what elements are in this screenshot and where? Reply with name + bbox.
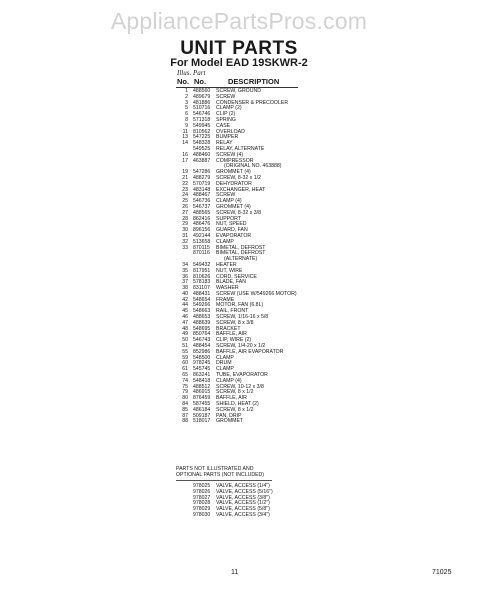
part-description: VALVE, ACCESS (3/8") [216, 494, 270, 501]
part-description: CLAMP (4) [216, 198, 242, 205]
part-description: SCREW, 10-12 x 3/8 [216, 383, 264, 390]
illus-no: 26 [182, 203, 188, 210]
optional-part-row [0, 513, 478, 519]
part-description: CLAMP [216, 238, 234, 245]
part-number: 548328 [193, 140, 211, 147]
parts-row [0, 419, 478, 425]
part-description: OVERLOAD [216, 128, 245, 135]
illus-no: 31 [182, 232, 188, 239]
reference-code: 71025 [432, 569, 452, 576]
part-description: SCREW (4) [216, 151, 244, 158]
part-description: DRUM [216, 360, 232, 367]
illus-part-header: Illus. Part [177, 69, 206, 77]
part-description: SCREW, 8-32 x 1/2 [216, 174, 261, 181]
part-number: 870116 [193, 250, 210, 257]
illus-no: 37 [182, 279, 188, 286]
illus-no: 80 [182, 395, 188, 402]
part-number: 978026 [193, 488, 211, 495]
illus-no: 24 [182, 192, 188, 199]
col-header-description: DESCRIPTION [228, 77, 280, 86]
part-number: 978245 [193, 360, 211, 367]
illus-no: 25 [182, 198, 188, 205]
illus-no: 61 [182, 366, 188, 373]
part-number: 810562 [193, 128, 211, 135]
illus-no: 79 [182, 389, 188, 396]
part-number: 978029 [193, 506, 211, 513]
part-number: 896156 [193, 227, 211, 234]
part-number: 488653 [193, 314, 211, 321]
part-number: 548500 [193, 354, 211, 361]
model-subtitle: For Model EAD 19SKWR-2 [170, 57, 308, 69]
part-number: 488460 [193, 151, 211, 158]
illus-no: 60 [182, 360, 188, 367]
illus-no: 23 [182, 186, 188, 193]
part-description: SHIELD, HEAT (2) [216, 401, 259, 408]
illus-no: 8 [185, 116, 188, 123]
part-number: 488639 [193, 319, 211, 326]
part-number: 486476 [193, 221, 211, 228]
part-description: EVAPORATOR [216, 232, 252, 239]
part-description: CLIP, WIRE (2) [216, 337, 252, 344]
part-description: NUT, SPEED [216, 221, 247, 228]
part-number: 481886 [193, 99, 211, 106]
part-description: SCREW, 8 x 1/2 [216, 406, 254, 413]
part-number: 488512 [193, 383, 211, 390]
part-number: 546737 [193, 203, 211, 210]
part-description: SCREW, 8 x 1/2 [216, 389, 254, 396]
illus-no: 11 [182, 128, 188, 135]
part-number: 817951 [193, 267, 211, 274]
col-header-illus-no: No. [177, 77, 190, 86]
part-number: 578183 [193, 279, 211, 286]
part-description: COMPRESSOR [216, 157, 254, 164]
illus-no: 44 [182, 302, 188, 309]
note-line-1: PARTS NOT ILLUSTRATED AND [176, 466, 254, 472]
part-number: 978030 [193, 511, 211, 518]
part-number: 486915 [193, 389, 211, 396]
illus-no: 84 [182, 401, 188, 408]
part-description: SCREW, 8 x 3/8 [216, 319, 254, 326]
part-number: 549266 [193, 302, 211, 309]
part-description: CLAMP [216, 366, 234, 373]
illus-no: 29 [182, 221, 188, 228]
part-number: 850764 [193, 331, 211, 338]
part-number: 548663 [193, 308, 211, 315]
part-description: VALVE, ACCESS (5/16") [216, 488, 273, 495]
part-number: 518017 [193, 418, 211, 425]
part-number: 488431 [193, 290, 211, 297]
illus-no: 87 [182, 412, 188, 419]
part-description: GROMMET [216, 418, 244, 425]
part-number: 546743 [193, 337, 211, 344]
watermark: AppliancePartsPros.com [110, 8, 368, 34]
part-number: 463887 [193, 157, 211, 164]
part-description: RELAY, ALTERNATE [216, 145, 265, 152]
part-number: 488565 [193, 209, 211, 216]
part-description: BAFFLE, AIR [216, 331, 247, 338]
part-description: (ALTERNATE) [224, 256, 258, 263]
illus-no: 40 [182, 290, 188, 297]
part-description: BIMETAL, DEFROST [216, 244, 266, 251]
part-number: 978027 [193, 494, 211, 501]
part-number: 488279 [193, 174, 211, 181]
illus-no: 59 [182, 354, 188, 361]
part-description: BRACKET [216, 325, 241, 332]
part-number: 831107 [193, 285, 210, 292]
part-description: WASHER [216, 285, 239, 292]
illus-no: 22 [182, 180, 188, 187]
part-description: CLAMP (4) [216, 377, 242, 384]
illus-no: 14 [182, 140, 188, 147]
illus-no: 65 [182, 372, 188, 379]
part-number: 870115 [193, 244, 210, 251]
part-description: DEHYDRATOR [216, 180, 252, 187]
illus-no: 49 [182, 331, 188, 338]
part-number: 547225 [193, 134, 211, 141]
part-number: 571318 [193, 116, 211, 123]
illus-no: 35 [182, 267, 188, 274]
illus-no: 48 [182, 325, 188, 332]
part-number: 548695 [193, 325, 211, 332]
part-description: FRAME [216, 296, 235, 303]
illus-no: 45 [182, 308, 188, 315]
illus-no: 51 [182, 343, 188, 350]
part-description: VALVE, ACCESS (3/4") [216, 511, 270, 518]
optional-parts-list [0, 484, 478, 519]
illus-no: 74 [182, 377, 188, 384]
part-description: BLADE, FAN [216, 279, 246, 286]
illus-no: 27 [182, 209, 188, 216]
illus-no: 46 [182, 314, 188, 321]
part-description: BIMETAL, DEFROST [216, 250, 266, 257]
illus-no: 32 [182, 238, 188, 245]
part-number: 978025 [193, 483, 211, 489]
illus-no: 1 [185, 88, 188, 94]
part-number: 488467 [193, 192, 211, 199]
part-description: BAFFLE, AIR EVAPORATOR [216, 348, 284, 355]
part-number: 548418 [193, 377, 211, 384]
part-description: CASE [216, 122, 231, 129]
part-description: SCREW [216, 192, 236, 199]
illus-no: 2 [185, 93, 188, 100]
illus-no: 17 [182, 157, 188, 164]
part-number: 510716 [193, 105, 211, 112]
part-number: 486184 [193, 406, 211, 413]
part-description: SCREW, GROUND [216, 88, 261, 94]
part-description: TUBE, EVAPORATOR [216, 372, 268, 379]
part-number: 545745 [193, 366, 211, 373]
part-description: SCREW, 8-32 x 3/8 [216, 209, 261, 216]
part-description: CLIP (2) [216, 111, 236, 118]
part-number: 587455 [193, 401, 211, 408]
part-number: 546736 [193, 198, 211, 205]
illus-no: 5 [185, 105, 188, 112]
illus-no: 9 [185, 122, 188, 129]
part-number: 489679 [193, 93, 211, 100]
illus-no: 55 [182, 348, 188, 355]
part-number: 548654 [193, 296, 211, 303]
part-description: BUMPER [216, 134, 239, 141]
illus-no: 19 [182, 169, 188, 176]
col-header-part-no: No. [194, 77, 207, 86]
part-number: 547286 [193, 169, 211, 176]
part-description: PAN, DRIP [216, 412, 242, 419]
note-line-2: OPTIONAL PARTS (NOT INCLUDED) [176, 472, 265, 478]
part-number: 488560 [193, 88, 211, 94]
part-description: VALVE, ACCESS (1/2") [216, 500, 270, 507]
part-number: 852986 [193, 348, 211, 355]
illus-no: 50 [182, 337, 188, 344]
part-description: GROMMET (4) [216, 203, 251, 210]
part-description: SCREW (USE W/549266 MOTOR) [216, 290, 297, 297]
part-number: 570719 [193, 180, 211, 187]
part-number: 549525 [193, 145, 211, 152]
part-description: VALVE, ACCESS (1/4") [216, 483, 270, 489]
part-description: SCREW, 1/4-20 x 1/2 [216, 343, 266, 350]
part-description: BAFFLE, AIR [216, 395, 247, 402]
part-description: MOTOR, FAN (6.8L) [216, 302, 264, 309]
illus-no: 6 [185, 111, 188, 118]
part-description: (ORIGINAL NO. 463888) [224, 163, 282, 170]
part-description: CLAMP (2) [216, 105, 242, 112]
part-description: CONDENSER & PRECOOLER [216, 99, 289, 106]
illus-no: 36 [182, 273, 188, 280]
illus-no: 16 [182, 151, 188, 158]
part-description: VALVE, ACCESS (5/8") [216, 506, 270, 513]
illus-no: 21 [182, 174, 188, 181]
part-description: HEATER [216, 261, 237, 268]
part-number: 863241 [193, 372, 211, 379]
part-number: 483148 [193, 186, 211, 193]
part-description: SUPPORT [216, 215, 241, 222]
illus-no: 13 [182, 134, 188, 141]
part-description: EXCHANGER, HEAT [216, 186, 266, 193]
part-number: 810626 [193, 273, 211, 280]
illus-no: 85 [182, 406, 188, 413]
part-description: SCREW, 1/16-16 x 5/8 [216, 314, 269, 321]
part-number: 862416 [193, 215, 211, 222]
illus-no: 30 [182, 227, 188, 234]
part-description: NUT, WIRE [216, 267, 243, 274]
illus-no: 47 [182, 319, 188, 326]
part-number: 549432 [193, 261, 211, 268]
part-description: RELAY [216, 140, 233, 147]
illus-no: 3 [185, 99, 188, 106]
part-number: 492144 [193, 232, 211, 239]
part-description: SCREW [216, 93, 236, 100]
part-number: 509187 [193, 412, 211, 419]
illus-no: 34 [182, 261, 188, 268]
part-number: 546746 [193, 111, 211, 118]
note-rule [176, 480, 272, 481]
part-description: CLAMP [216, 354, 234, 361]
part-description: GROMMET (4) [216, 169, 251, 176]
parts-list [0, 89, 478, 425]
part-number: 876459 [193, 395, 211, 402]
illus-no: 38 [182, 285, 188, 292]
part-description: SPRING [216, 116, 236, 123]
illus-no: 28 [182, 215, 188, 222]
part-description: GUARD, FAN [216, 227, 248, 234]
illus-no: 42 [182, 296, 188, 303]
part-number: 549945 [193, 122, 211, 129]
part-number: 978028 [193, 500, 211, 507]
illus-no: 88 [182, 418, 188, 425]
part-number: 488454 [193, 343, 211, 350]
illus-no: 75 [182, 383, 188, 390]
part-description: RAIL, FRONT [216, 308, 249, 315]
page-number: 11 [231, 569, 239, 576]
part-description: CORD, SERVICE [216, 273, 257, 280]
part-number: 513658 [193, 238, 211, 245]
illus-no: 33 [182, 244, 188, 251]
page-title: UNIT PARTS [180, 38, 298, 59]
